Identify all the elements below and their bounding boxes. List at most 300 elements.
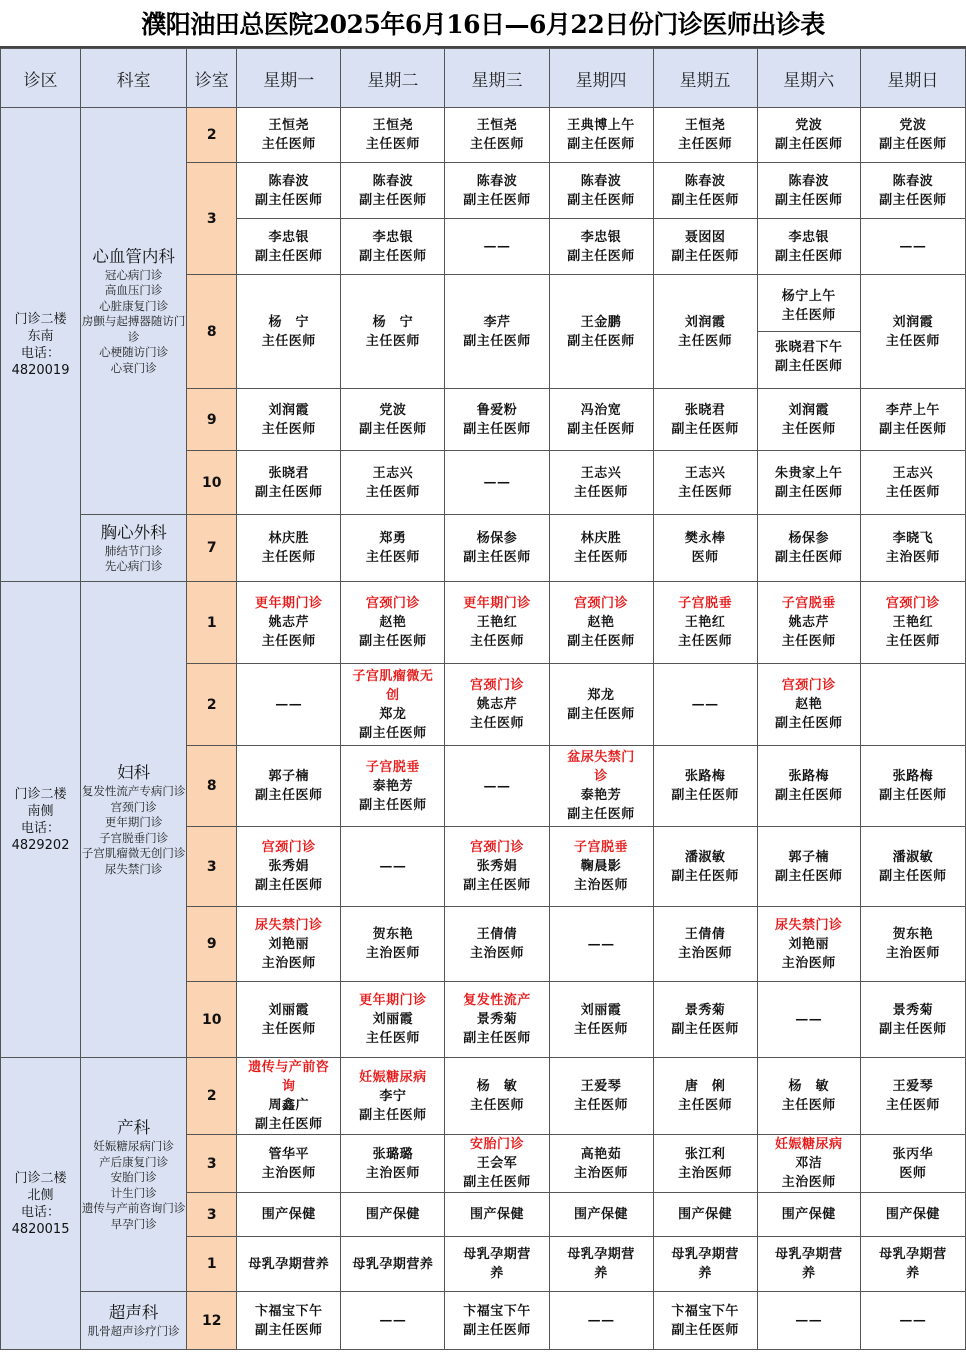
schedule-entry (654, 313, 757, 351)
doctor-line: 主任医师 (469, 137, 524, 152)
doctor-line: 张晓君下午 (774, 340, 843, 355)
schedule-cell (860, 389, 965, 451)
dept-sub-clinic: 子宫脱垂门诊 (99, 830, 169, 845)
doctor-line: 赵艳 (795, 697, 823, 712)
schedule-cell (653, 982, 757, 1058)
doctor-line: 副主任医师 (567, 248, 635, 264)
doctor-line: 养 (906, 1266, 920, 1281)
schedule-cell (445, 1193, 549, 1237)
schedule-entry (550, 686, 653, 724)
doctor-line: 邓洁 (795, 1156, 823, 1171)
clinic-label: 妊娠糖尿病 (774, 1137, 843, 1152)
doctor-line: 郑龙 (379, 706, 407, 722)
doctor-line: 副主任医师 (774, 137, 843, 152)
schedule-cell (549, 389, 653, 451)
doctor-line: —— (795, 1313, 823, 1328)
dept-sub-clinic: 早孕门诊 (110, 1216, 157, 1231)
doctor-line: 高艳茹 (580, 1146, 622, 1162)
doctor-line: 刘润霞 (684, 314, 726, 330)
dept-name: 产科 (117, 1118, 151, 1137)
schedule-entry (237, 695, 340, 714)
dept-name: 胸心外科 (100, 522, 167, 542)
schedule-entry (550, 838, 653, 895)
schedule-entry (445, 401, 548, 439)
schedule-cell (237, 982, 341, 1058)
area-phone: 4829202 (11, 837, 70, 853)
schedule-cell (341, 907, 445, 982)
schedule-entry (341, 116, 444, 154)
schedule-entry (758, 1077, 860, 1115)
doctor-line: 主任医师 (781, 421, 836, 437)
schedule-cell (549, 163, 653, 219)
room-number: 2 (187, 1058, 237, 1135)
schedule-cell (445, 451, 549, 515)
doctor-line: 副主任医师 (671, 1322, 739, 1338)
room-number: 3 (187, 163, 237, 275)
schedule-entry (861, 1001, 965, 1039)
schedule-cell (757, 515, 860, 582)
schedule-entry (861, 1145, 965, 1183)
doctor-line: 杨保参 (476, 531, 518, 546)
schedule-entry (861, 172, 965, 210)
doctor-line: 鞠晨影 (580, 859, 622, 874)
doctor-line: 主治医师 (574, 878, 629, 893)
schedule-entry (341, 1145, 444, 1183)
area-name2: 南侧 (27, 803, 54, 819)
doctor-line: 围产保健 (469, 1207, 524, 1222)
area-name1: 门诊二楼 (14, 1170, 67, 1186)
doctor-line: 母乳孕期营 (879, 1247, 947, 1262)
doctor-line: 主任医师 (678, 333, 733, 349)
schedule-cell (549, 219, 653, 275)
doctor-line: 李芹上午 (885, 402, 940, 418)
doctor-line: 副主任医师 (463, 1031, 531, 1046)
doctor-line: 主任医师 (365, 333, 420, 349)
schedule-cell (653, 1292, 757, 1350)
doctor-line: 医师 (691, 550, 719, 565)
doctor-line: 副主任医师 (671, 248, 739, 264)
schedule-entry (861, 1077, 965, 1115)
area-phone-label: 电话： (21, 820, 61, 836)
clinic-label: 创 (386, 687, 400, 703)
dept-sub-clinic: 肌骨超声诊疗门诊 (87, 1323, 180, 1338)
schedule-cell (757, 1237, 860, 1292)
doctor-line: 陈春波 (892, 173, 934, 189)
schedule-entry (654, 767, 757, 805)
room-number: 3 (187, 827, 237, 907)
doctor-line: 主任医师 (365, 137, 420, 152)
schedule-cell (757, 219, 860, 275)
doctor-line: 围产保健 (365, 1207, 420, 1222)
schedule-cell (341, 827, 445, 907)
doctor-line: 陈春波 (372, 173, 414, 189)
schedule-entry (341, 464, 444, 502)
dept-sub-clinic: 心衰门诊 (110, 360, 157, 375)
schedule-cell (237, 275, 341, 389)
area-cell (1, 1058, 81, 1350)
header-wed: 星期三 (445, 49, 549, 108)
dept-cell (81, 582, 187, 1058)
schedule-cell (237, 163, 341, 219)
schedule-entry (758, 281, 860, 332)
schedule-cell (653, 515, 757, 582)
schedule-entry (758, 594, 860, 651)
doctor-line: 李芹 (483, 314, 511, 330)
schedule-cell (237, 389, 341, 451)
clinic-label: 询 (282, 1079, 296, 1094)
schedule-entry (445, 237, 548, 256)
schedule-entry (550, 464, 653, 502)
doctor-line: 副主任医师 (774, 248, 843, 264)
doctor-line: 主任医师 (678, 634, 733, 649)
schedule-entry (237, 767, 340, 805)
doctor-line: 主任医师 (678, 1098, 733, 1113)
doctor-line: 主任医师 (885, 333, 940, 349)
schedule-entry (445, 1245, 548, 1283)
schedule-cell (341, 108, 445, 163)
schedule-cell (757, 389, 860, 451)
schedule-entry (550, 748, 653, 824)
doctor-line: 主治医师 (781, 955, 836, 971)
schedule-cell (549, 515, 653, 582)
dept-sub-clinic: 高血压门诊 (104, 283, 163, 298)
schedule-entry (445, 925, 548, 963)
schedule-entry (341, 667, 444, 743)
clinic-label: 子宫脱垂 (574, 840, 629, 855)
schedule-cell (860, 108, 965, 163)
schedule-cell (757, 982, 860, 1058)
doctor-line: 泰艳芳 (372, 778, 414, 794)
schedule-entry (861, 401, 965, 439)
schedule-entry (654, 464, 757, 502)
schedule-cell (549, 1135, 653, 1193)
schedule-entry (758, 332, 860, 382)
schedule-cell (549, 582, 653, 664)
schedule-cell (341, 1292, 445, 1350)
doctor-line: 刘丽霞 (580, 1002, 622, 1018)
doctor-line: 赵艳 (587, 615, 615, 630)
schedule-entry (861, 116, 965, 154)
doctor-line: 副主任医师 (255, 248, 323, 264)
doctor-line: 王倩倩 (684, 927, 726, 942)
schedule-cell (445, 1292, 549, 1350)
schedule-cell (860, 1292, 965, 1350)
doctor-line: 副主任医师 (567, 137, 635, 152)
header-fri: 星期五 (653, 49, 757, 108)
doctor-line: 副主任医师 (463, 1175, 531, 1190)
doctor-line: 副主任医师 (671, 192, 739, 208)
doctor-line: 张路梅 (788, 769, 829, 784)
doctor-line: 泰艳芳 (580, 788, 622, 803)
schedule-cell (653, 163, 757, 219)
header-sat: 星期六 (757, 49, 860, 108)
schedule-entry (758, 116, 860, 154)
doctor-line: 主治医师 (678, 946, 733, 961)
schedule-entry (341, 313, 444, 351)
doctor-line: 主任医师 (261, 137, 316, 152)
doctor-line: 王爱琴 (892, 1079, 934, 1094)
doctor-line: 主任医师 (574, 1098, 629, 1113)
schedule-entry (237, 1001, 340, 1039)
doctor-line: 李忠银 (268, 229, 310, 245)
schedule-cell (860, 907, 965, 982)
schedule-entry (758, 529, 860, 567)
schedule-cell (549, 1237, 653, 1292)
doctor-line: 副主任医师 (463, 333, 531, 349)
clinic-label: 宫颈门诊 (261, 840, 316, 855)
doctor-line: 冯治宽 (580, 402, 622, 418)
schedule-entry (758, 1135, 860, 1192)
schedule-entry (861, 313, 965, 351)
doctor-line: 王爱琴 (580, 1079, 622, 1094)
schedule-entry (654, 228, 757, 266)
doctor-line: 卞福宝下午 (255, 1303, 323, 1319)
doctor-line: 卞福宝下午 (671, 1303, 739, 1319)
schedule-entry (758, 916, 860, 973)
dept-name: 妇科 (117, 763, 151, 782)
schedule-entry (550, 935, 653, 954)
doctor-line: 副主任医师 (255, 1117, 323, 1132)
schedule-entry (758, 1010, 860, 1029)
doctor-line: 主任医师 (885, 1098, 940, 1113)
dept-sub-clinic: 子宫肌瘤微无创门诊 (81, 846, 186, 860)
schedule-entry (445, 1077, 548, 1115)
schedule-entry (341, 925, 444, 963)
area-cell (1, 108, 81, 582)
page-title: 濮阳油田总医院2025年6月16日—6月22日份门诊医师出诊表 (0, 0, 966, 48)
clinic-label: 安胎门诊 (469, 1137, 524, 1152)
schedule-entry (550, 116, 653, 154)
schedule-entry (341, 1311, 444, 1330)
room-number: 10 (187, 451, 237, 515)
doctor-line: 王倩倩 (476, 927, 518, 942)
schedule-cell (549, 275, 653, 389)
schedule-row (1, 515, 966, 582)
doctor-line: 王典博上午 (567, 118, 635, 133)
doctor-line: 张江利 (684, 1146, 726, 1162)
doctor-line: 赵艳 (379, 615, 407, 630)
doctor-line: 王志兴 (372, 465, 414, 481)
doctor-line: 王志兴 (684, 465, 726, 481)
doctor-line: 主任医师 (885, 634, 940, 649)
schedule-cell (653, 275, 757, 389)
schedule-entry (654, 116, 757, 154)
area-phone-label: 电话： (21, 345, 61, 361)
doctor-line: 主任医师 (574, 1021, 629, 1037)
dept-sub-clinic: 心脏康复门诊 (99, 298, 169, 313)
schedule-cell (653, 1193, 757, 1237)
doctor-line: 副主任医师 (359, 248, 427, 264)
schedule-entry (654, 925, 757, 963)
doctor-line: 主任医师 (261, 634, 316, 649)
schedule-cell (549, 982, 653, 1058)
schedule-entry (445, 529, 548, 567)
schedule-cell (445, 163, 549, 219)
doctor-line: 王艳红 (892, 615, 934, 630)
schedule-cell (237, 664, 341, 746)
schedule-entry (445, 1302, 548, 1340)
clinic-label: 宫颈门诊 (469, 678, 524, 693)
doctor-line: 主治医师 (365, 946, 420, 961)
doctor-line: 养 (698, 1266, 712, 1281)
doctor-line: 王恒尧 (684, 118, 726, 133)
doctor-line: 张路梅 (892, 769, 934, 784)
schedule-entry (341, 401, 444, 439)
clinic-label: 妊娠糖尿病 (359, 1069, 427, 1085)
doctor-line: 党波 (795, 118, 823, 133)
schedule-entry (445, 172, 548, 210)
room-number: 1 (187, 1237, 237, 1292)
schedule-entry (237, 838, 340, 895)
dept-sub-clinic: 更年期门诊 (104, 815, 163, 829)
clinic-label: 尿失禁门诊 (255, 917, 323, 933)
doctor-line: 景秀菊 (892, 1002, 934, 1018)
schedule-cell (341, 582, 445, 664)
doctor-line: 围产保健 (678, 1207, 733, 1222)
dept-name: 心血管内科 (92, 246, 175, 266)
doctor-line: 刘丽霞 (268, 1002, 310, 1018)
schedule-cell (549, 907, 653, 982)
doctor-line: 杨宁上午 (781, 289, 836, 304)
dept-sub-clinic: 遗传与产前咨询门诊 (81, 1201, 186, 1215)
doctor-line: 刘丽霞 (372, 1012, 414, 1027)
doctor-line: 围产保健 (781, 1207, 836, 1222)
schedule-entry (654, 848, 757, 886)
doctor-line: 张秀娟 (268, 859, 310, 874)
area-name2: 东南 (27, 328, 54, 344)
doctor-line: 养 (801, 1266, 816, 1281)
schedule-entry (861, 767, 965, 805)
doctor-line: 李忠银 (580, 229, 622, 245)
schedule-cell (445, 1058, 549, 1135)
schedule-cell (237, 1135, 341, 1193)
doctor-line: 副主任医师 (463, 550, 531, 565)
doctor-line: 张晓君 (684, 402, 726, 418)
clinic-label: 宫颈门诊 (885, 596, 940, 611)
doctor-line: 郭子楠 (788, 849, 829, 865)
doctor-line: 陈春波 (268, 173, 310, 189)
schedule-entry (758, 676, 860, 733)
doctor-line: 副主任医师 (671, 868, 739, 884)
schedule-entry (550, 1145, 653, 1183)
schedule-cell (653, 664, 757, 746)
schedule-entry (341, 172, 444, 210)
schedule-cell (757, 907, 860, 982)
schedule-cell (860, 746, 965, 827)
schedule-entry (237, 228, 340, 266)
schedule-cell (860, 219, 965, 275)
doctor-line: —— (899, 239, 927, 254)
area-cell (1, 582, 81, 1058)
dept-cell (81, 108, 187, 515)
schedule-cell (757, 1193, 860, 1237)
doctor-line: 鲁爱粉 (476, 402, 518, 418)
doctor-line: 母乳孕期营养 (248, 1256, 330, 1272)
doctor-line: 刘艳丽 (268, 936, 310, 952)
schedule-entry (861, 925, 965, 963)
doctor-line: 林庆胜 (268, 531, 310, 546)
doctor-line: 张路梅 (684, 769, 726, 784)
doctor-line: 副主任医师 (255, 484, 323, 500)
schedule-cell (341, 664, 445, 746)
doctor-line: 副主任医师 (567, 807, 635, 822)
schedule-cell (237, 1292, 341, 1350)
schedule-entry (654, 1077, 757, 1115)
doctor-line: 主治医师 (574, 1165, 629, 1181)
schedule-cell (549, 108, 653, 163)
schedule-row (1, 1292, 966, 1350)
doctor-line: 副主任医师 (671, 1021, 739, 1037)
room-number: 3 (187, 1193, 237, 1237)
schedule-entry (654, 401, 757, 439)
doctor-line: 张璐璐 (372, 1146, 414, 1162)
schedule-entry (550, 1311, 653, 1330)
doctor-line: 围产保健 (885, 1207, 940, 1222)
room-number: 3 (187, 1135, 237, 1193)
schedule-entry (550, 1001, 653, 1039)
doctor-line: 母乳孕期营 (463, 1247, 531, 1262)
schedule-entry (237, 1205, 340, 1224)
doctor-line: 主任医师 (678, 137, 733, 152)
schedule-entry (445, 676, 548, 733)
schedule-cell (653, 219, 757, 275)
schedule-entry (861, 237, 965, 256)
doctor-line: 副主任医师 (879, 192, 947, 208)
doctor-line: 陈春波 (684, 173, 726, 189)
schedule-cell (237, 907, 341, 982)
schedule-entry (654, 529, 757, 567)
schedule-cell (445, 664, 549, 746)
doctor-line: 副主任医师 (879, 421, 947, 437)
schedule-cell (757, 1058, 860, 1135)
schedule-entry (654, 1145, 757, 1183)
doctor-line: —— (795, 1012, 823, 1027)
doctor-line: —— (899, 1313, 927, 1328)
schedule-entry (861, 1205, 965, 1224)
doctor-line: 杨 敏 (788, 1079, 829, 1094)
doctor-line: 刘艳丽 (788, 936, 829, 952)
doctor-line: 景秀菊 (476, 1012, 518, 1027)
schedule-cell (860, 827, 965, 907)
doctor-line: 张秀娟 (476, 859, 518, 874)
doctor-line: 李忠银 (788, 229, 829, 245)
doctor-line: 副主任医师 (774, 868, 843, 884)
doctor-line: —— (587, 1313, 615, 1328)
clinic-label: 更年期门诊 (359, 993, 427, 1008)
dept-cell (81, 515, 187, 582)
doctor-line: 周鑫广 (268, 1098, 310, 1113)
schedule-cell (237, 827, 341, 907)
schedule-cell (341, 515, 445, 582)
doctor-line: 林庆胜 (580, 531, 622, 546)
doctor-line: 刘润霞 (788, 402, 829, 418)
schedule-entry (550, 228, 653, 266)
doctor-line: 王恒尧 (372, 118, 414, 133)
doctor-line: 主治医师 (885, 550, 940, 565)
doctor-line: 副主任医师 (463, 421, 531, 437)
schedule-cell (445, 515, 549, 582)
doctor-line: 杨保参 (788, 531, 829, 546)
doctor-line: 副主任医师 (879, 1021, 947, 1037)
schedule-entry (341, 594, 444, 651)
doctor-line: 副主任医师 (255, 788, 323, 803)
doctor-line: 姚志芹 (788, 615, 829, 630)
clinic-label: 尿失禁门诊 (774, 917, 843, 933)
doctor-line: 副主任医师 (359, 725, 427, 741)
doctor-line: 陈春波 (788, 173, 829, 189)
doctor-line: —— (587, 936, 615, 952)
schedule-cell (757, 827, 860, 907)
